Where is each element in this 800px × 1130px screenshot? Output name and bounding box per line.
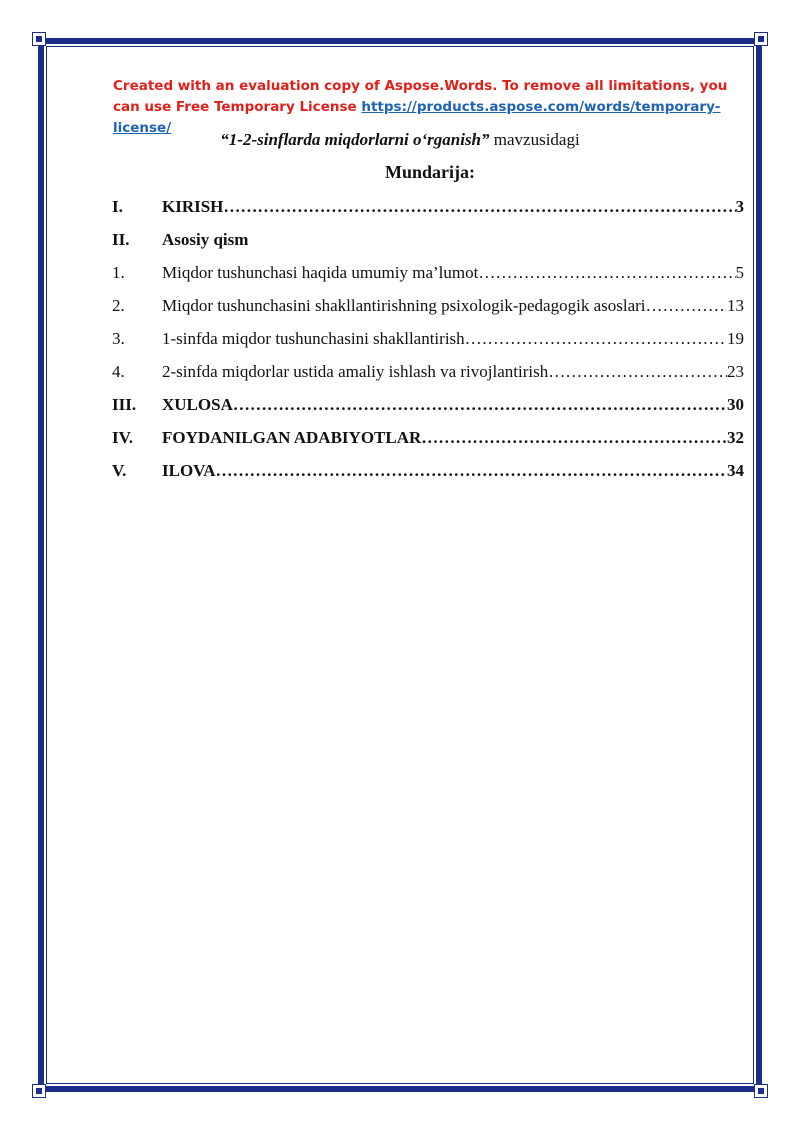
- topic-suffix: mavzusidagi: [489, 130, 580, 149]
- corner-ornament: [754, 32, 768, 46]
- corner-ornament: [754, 1084, 768, 1098]
- toc-title: Asosiy qism: [162, 230, 249, 249]
- toc-title: Miqdor tushunchasini shakllantirishning psixologik-pedagogik asoslari: [162, 296, 646, 315]
- toc-leader: [646, 294, 727, 318]
- toc-page: 19: [727, 329, 744, 348]
- toc-number: 4.: [112, 362, 125, 381]
- watermark-text: Created with an evaluation copy of Aspose.Words. To remove all limitations, you can use Free Temporary License: [113, 78, 728, 115]
- toc-number: 1.: [112, 263, 125, 282]
- toc-leader: [465, 327, 727, 351]
- toc-number: II.: [112, 230, 130, 249]
- toc-leader: [223, 195, 735, 219]
- toc-title: XULOSA: [162, 395, 233, 414]
- table-of-contents: [112, 195, 744, 492]
- toc-entry: [112, 393, 744, 426]
- toc-title: 2-sinfda miqdorlar ustida amaliy ishlash va rivojlantirish: [162, 362, 549, 381]
- toc-entry: [112, 195, 744, 228]
- toc-number: V.: [112, 461, 127, 480]
- toc-page: 30: [727, 395, 744, 414]
- toc-title: ILOVA: [162, 461, 216, 480]
- toc-leader: [233, 393, 727, 417]
- toc-page: 23: [727, 362, 744, 381]
- toc-entry: [112, 294, 744, 327]
- toc-leader: [548, 360, 727, 384]
- toc-entry: [112, 426, 744, 459]
- toc-number: IV.: [112, 428, 133, 447]
- toc-title: Miqdor tushunchasi haqida umumiy ma’lumot: [162, 263, 479, 282]
- document-subtitle: [0, 128, 800, 152]
- toc-title: 1-sinfda miqdor tushunchasini shakllantirish: [162, 329, 465, 348]
- toc-page: 3: [735, 197, 744, 216]
- toc-leader: [216, 459, 727, 483]
- toc-title: KIRISH: [162, 197, 224, 216]
- toc-page: 32: [727, 428, 744, 447]
- toc-heading: Mundarija:: [385, 162, 475, 182]
- corner-ornament: [32, 32, 46, 46]
- toc-number: 2.: [112, 296, 125, 315]
- toc-page: 34: [727, 461, 744, 480]
- toc-number: I.: [112, 197, 123, 216]
- topic-title: “1-2-sinflarda miqdorlarni o‘rganish”: [220, 130, 490, 149]
- license-link[interactable]: https://products.aspose.com/words/temporary-license/: [113, 99, 721, 136]
- toc-entry: [112, 360, 744, 393]
- toc-title: FOYDANILGAN ADABIYOTLAR: [162, 428, 422, 447]
- toc-page: 13: [727, 296, 744, 315]
- toc-page: 5: [735, 263, 744, 282]
- toc-leader: [421, 426, 727, 450]
- toc-entry: [112, 459, 744, 492]
- toc-entry: [112, 228, 744, 261]
- toc-entry: [112, 327, 744, 360]
- toc-entry: [112, 261, 744, 294]
- toc-number: 3.: [112, 329, 125, 348]
- toc-leader: [478, 261, 735, 285]
- corner-ornament: [32, 1084, 46, 1098]
- toc-number: III.: [112, 395, 137, 414]
